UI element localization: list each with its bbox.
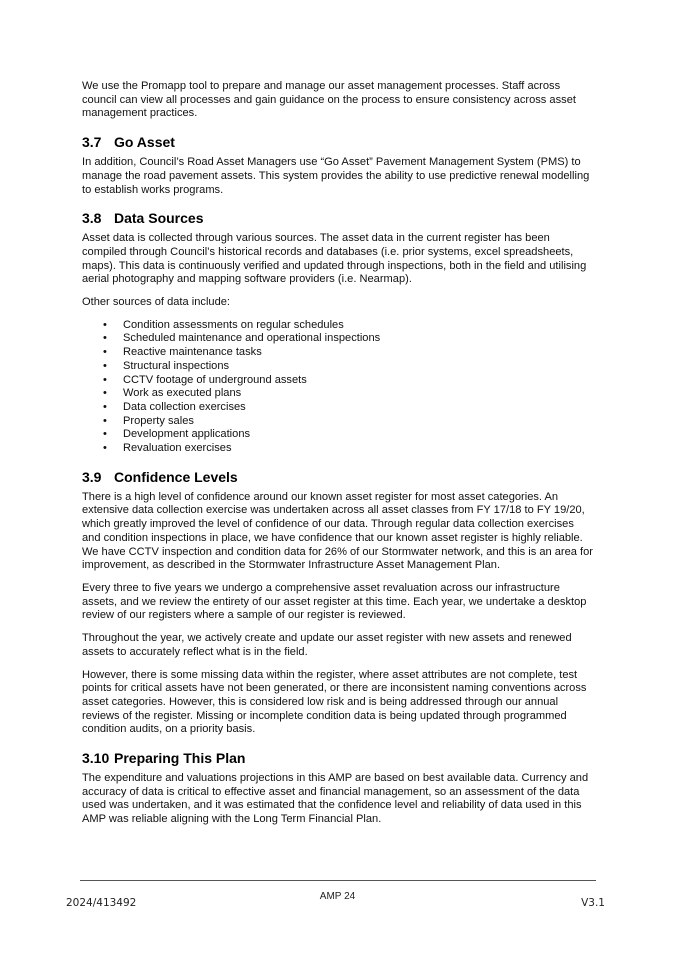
section-number: 3.10 <box>82 750 110 767</box>
footer-page-label: AMP 24 <box>319 891 356 902</box>
list-item: • Data collection exercises <box>103 400 246 413</box>
footer-divider <box>80 880 596 881</box>
section-paragraph: Every three to five years we undergo a comprehensive asset revaluation across our infrastructure assets, and we review the entirety of our asset register at this time. Each year, we undertake a desktop review of our registers where a sample of our register is reviewed. <box>82 581 587 622</box>
bullet-icon: • <box>103 442 107 455</box>
section-title: Preparing This Plan <box>114 750 246 767</box>
bullet-icon: • <box>103 400 107 413</box>
section-number: 3.9 <box>82 468 102 485</box>
section-data-sources <box>82 210 594 456</box>
bullet-icon: • <box>103 332 107 345</box>
section-paragraph: In addition, Council’s Road Asset Managers use “Go Asset” Pavement Management System (PMS) to manage the road pavement assets. This system provides the ability to use predictive renewal modelling to establish works programs. <box>82 156 590 196</box>
section-paragraph: Throughout the year, we actively create and update our asset register with new assets and renewed assets to accurately reflect what is in the field. <box>82 632 572 658</box>
section-paragraph: Other sources of data include: <box>82 296 230 309</box>
bullet-icon: • <box>103 414 107 427</box>
list-item: • Reactive maintenance tasks <box>103 346 262 359</box>
section-number: 3.8 <box>82 210 102 227</box>
bullet-icon: • <box>103 373 107 386</box>
list-item: • CCTV footage of underground assets <box>103 373 307 386</box>
bullet-icon: • <box>103 428 107 441</box>
data-sources-list <box>82 319 594 456</box>
list-item: • Scheduled maintenance and operational inspections <box>103 332 381 345</box>
section-confidence-levels <box>82 469 594 737</box>
section-title: Data Sources <box>114 210 204 227</box>
list-item: • Development applications <box>103 428 251 441</box>
list-item: • Structural inspections <box>103 359 230 372</box>
list-item: • Property sales <box>103 414 194 427</box>
section-heading <box>82 750 594 767</box>
list-item: • Condition assessments on regular schedules <box>103 318 344 331</box>
bullet-icon: • <box>103 346 107 359</box>
section-preparing-this-plan <box>82 750 594 827</box>
list-item: • Work as executed plans <box>103 387 242 400</box>
section-paragraph: The expenditure and valuations projections in this AMP are based on best available data. Currency and accuracy of data is critical to effective asset and financial management, so an assessment of the data used was undertaken, and it was estimated that the confidence level and reliability of data used in this AMP was reliable aligning with the Long Term Financial Plan. <box>82 772 589 826</box>
intro-paragraph: We use the Promapp tool to prepare and manage our asset management processes. Staff across council can view all processes and gain guidance on the process to ensure consistency across asset management practices. <box>82 80 576 120</box>
bullet-icon: • <box>103 387 107 400</box>
document-page <box>82 80 594 836</box>
footer-document-id: 2024/413492 <box>66 897 137 909</box>
section-number: 3.7 <box>82 134 102 151</box>
section-title: Confidence Levels <box>114 468 238 485</box>
bullet-icon: • <box>103 318 107 331</box>
section-heading <box>82 134 594 151</box>
bullet-icon: • <box>103 359 107 372</box>
list-item: • Revaluation exercises <box>103 442 232 455</box>
section-title: Go Asset <box>114 134 175 151</box>
section-heading <box>82 469 594 486</box>
section-paragraph: There is a high level of confidence around our known asset register for most asset categories. An extensive data collection exercise was undertaken across all asset classes from FY 17/18 to FY 19/20, which greatly improved the level of confidence of our data. Through regular data collection exercises and condition inspections in place, we have confidence that our known asset register is highly reliable. We have CCTV inspection and condition data for 26% of our Stormwater network, and this is an area for improvement, as described in the Stormwater Infrastructure Asset Management Plan. <box>82 490 593 572</box>
section-paragraph: However, there is some missing data within the register, where asset attributes are not complete, test points for critical assets have not been generated, or there are inconsistent naming conventions across asset categories. However, this is considered low risk and is being addressed through our annual reviews of the register. Missing or incomplete condition data is being updated through programmed condition audits, on a priority basis. <box>82 668 587 736</box>
section-paragraph: Asset data is collected through various sources. The asset data in the current register has been compiled through Council’s historical records and databases (i.e. prior systems, excel spreadsheets, maps). This data is continuously verified and updated through inspections, both in the field and utilising aerial photography and mapping software providers (i.e. Nearmap). <box>82 232 587 286</box>
section-go-asset <box>82 134 594 197</box>
footer-version: V3.1 <box>581 897 605 909</box>
section-heading <box>82 210 594 227</box>
